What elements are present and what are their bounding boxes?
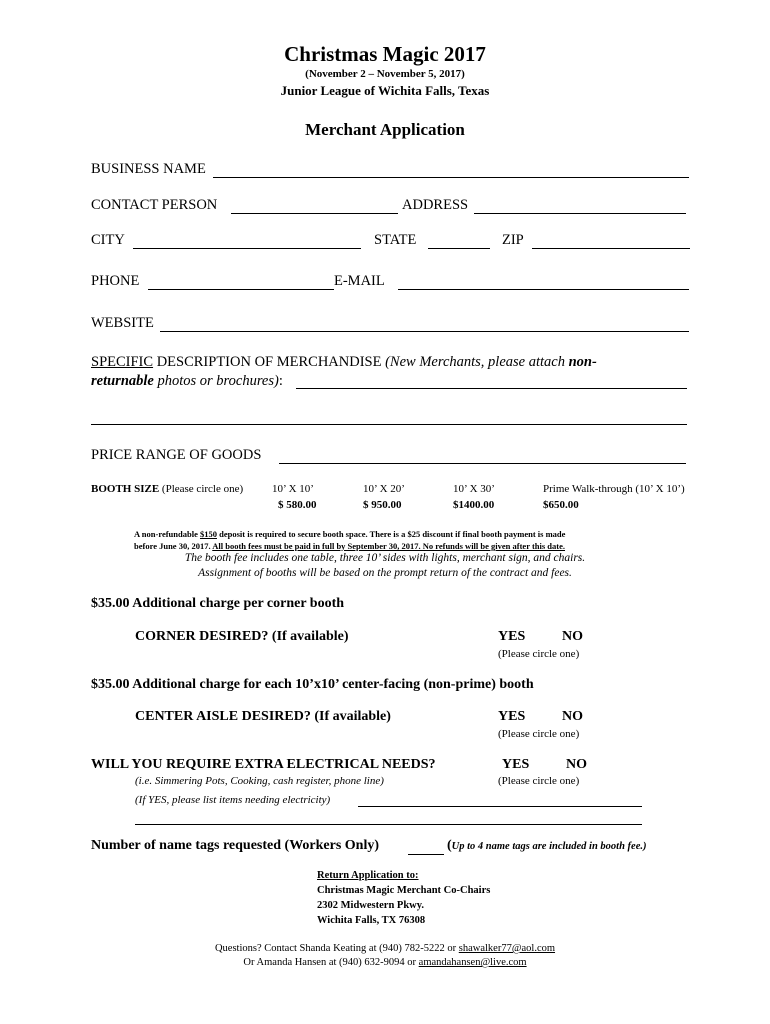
- booth-fee-includes: The booth fee includes one table, three 10’ sides with lights, merchant sign, and chairs.: [184, 552, 586, 564]
- booth-assignment-note: Assignment of booths will be based on the prompt return of the contract and fees.: [198, 567, 572, 579]
- address-field[interactable]: [474, 213, 686, 214]
- state-label: STATE: [374, 232, 417, 248]
- page-title: Christmas Magic 2017: [284, 42, 486, 66]
- center-no-option[interactable]: NO: [562, 709, 583, 724]
- electrical-example: (i.e. Simmering Pots, Cooking, cash register, phone line): [135, 775, 384, 787]
- booth-option-size[interactable]: 10’ X 30’: [453, 483, 495, 495]
- state-field[interactable]: [428, 248, 490, 249]
- booth-option-size[interactable]: 10’ X 10’: [272, 483, 314, 495]
- name-tags-field[interactable]: [408, 854, 444, 855]
- contact-person-field[interactable]: [231, 213, 398, 214]
- center-yes-option[interactable]: YES: [498, 709, 526, 724]
- name-tags-label: Number of name tags requested (Workers Only): [91, 838, 380, 853]
- phone-field[interactable]: [148, 289, 334, 290]
- electrical-circle-note: (Please circle one): [498, 775, 580, 787]
- center-charge: $35.00 Additional charge for each 10’x10’ center-facing (non-prime) booth: [91, 677, 534, 692]
- zip-field[interactable]: [532, 248, 690, 249]
- website-label: WEBSITE: [91, 315, 154, 331]
- return-address-line1: Christmas Magic Merchant Co-Chairs: [317, 885, 491, 896]
- corner-charge: $35.00 Additional charge per corner booth: [91, 596, 345, 611]
- electrical-yes-option[interactable]: YES: [502, 757, 530, 772]
- booth-option-size[interactable]: Prime Walk-through (10’ X 10’): [543, 483, 685, 495]
- corner-question: CORNER DESIRED? (If available): [135, 629, 349, 644]
- event-dates: (November 2 – November 5, 2017): [305, 68, 465, 80]
- merchandise-description-field-1[interactable]: [296, 388, 687, 389]
- price-range-field[interactable]: [279, 463, 686, 464]
- return-address-line2: 2302 Midwestern Pkwy.: [317, 900, 425, 911]
- form-title: Merchant Application: [305, 120, 465, 139]
- zip-label: ZIP: [502, 232, 524, 248]
- email-label: E-MAIL: [334, 273, 385, 289]
- center-circle-note: (Please circle one): [498, 728, 580, 740]
- contact-line2: Or Amanda Hansen at (940) 632-9094 or amandahansen@live.com: [243, 957, 527, 968]
- city-label: CITY: [91, 232, 125, 248]
- booth-option-size[interactable]: 10’ X 20’: [363, 483, 405, 495]
- corner-no-option[interactable]: NO: [562, 629, 583, 644]
- return-address-line3: Wichita Falls, TX 76308: [317, 915, 426, 926]
- city-field[interactable]: [133, 248, 361, 249]
- contact-line1: Questions? Contact Shanda Keating at (940) 782-5222 or shawalker77@aol.com: [214, 943, 556, 954]
- deposit-notice-line2: before June 30, 2017. All booth fees must be paid in full by September 30, 2017. No refunds will be given after this date.: [134, 541, 566, 551]
- center-aisle-question: CENTER AISLE DESIRED? (If available): [135, 709, 391, 724]
- electrical-list-field-2[interactable]: [135, 824, 642, 825]
- booth-size-label: BOOTH SIZE (Please circle one): [91, 483, 244, 495]
- phone-label: PHONE: [91, 273, 140, 289]
- business-name-label: BUSINESS NAME: [91, 161, 206, 177]
- address-label: ADDRESS: [402, 197, 469, 213]
- contact-person-label: CONTACT PERSON: [91, 197, 218, 213]
- name-tags-note: (Up to 4 name tags are included in booth fee.): [447, 838, 647, 853]
- merchandise-description-field-2[interactable]: [91, 424, 687, 425]
- deposit-notice-line1: A non-refundable $150 deposit is required to secure booth space. There is a $25 discount if final booth payment is made: [134, 529, 566, 539]
- contact-email-link-2[interactable]: amandahansen@live.com: [418, 957, 527, 968]
- electrical-question: WILL YOU REQUIRE EXTRA ELECTRICAL NEEDS?: [91, 757, 436, 772]
- booth-option-price: $ 950.00: [363, 499, 402, 511]
- business-name-field[interactable]: [213, 177, 689, 178]
- booth-option-price: $1400.00: [453, 499, 495, 511]
- merchandise-description-label: SPECIFIC DESCRIPTION OF MERCHANDISE (New Merchants, please attach non-: [91, 354, 597, 370]
- website-field[interactable]: [160, 331, 689, 332]
- electrical-list-prompt: (If YES, please list items needing electricity): [135, 794, 331, 806]
- merchandise-description-label-cont: returnable photos or brochures):: [91, 373, 283, 389]
- electrical-list-field-1[interactable]: [358, 806, 642, 807]
- corner-yes-option[interactable]: YES: [498, 629, 526, 644]
- booth-option-price: $ 580.00: [278, 499, 317, 511]
- corner-circle-note: (Please circle one): [498, 648, 580, 660]
- contact-email-link-1[interactable]: shawalker77@aol.com: [458, 943, 556, 954]
- organization-name: Junior League of Wichita Falls, Texas: [280, 83, 490, 98]
- return-heading: Return Application to:: [317, 870, 419, 881]
- price-range-label: PRICE RANGE OF GOODS: [91, 447, 262, 463]
- email-field[interactable]: [398, 289, 689, 290]
- booth-option-price: $650.00: [543, 499, 579, 511]
- electrical-no-option[interactable]: NO: [566, 757, 587, 772]
